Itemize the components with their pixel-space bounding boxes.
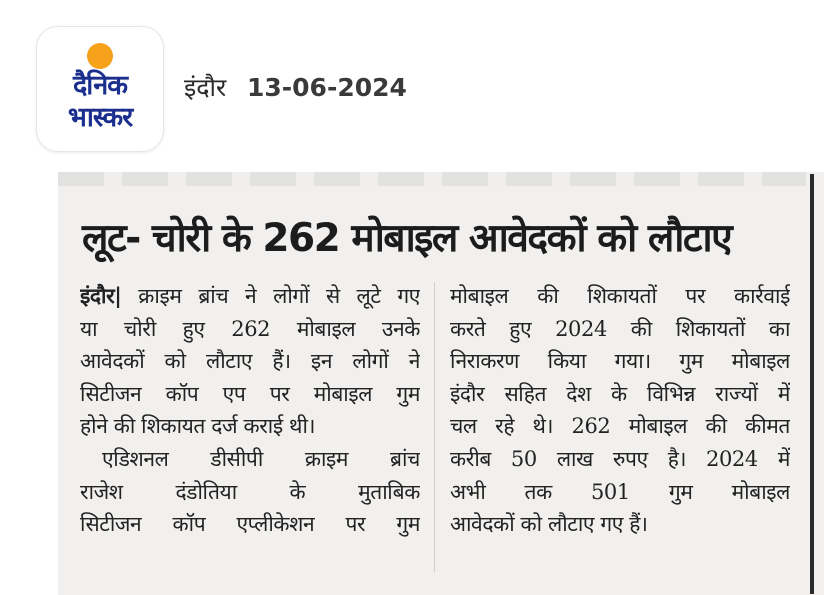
edition-date: 13-06-2024 — [246, 73, 407, 102]
article-column-2 — [450, 280, 790, 541]
article-line: अभी तक 501 गुम मोबाइल — [450, 479, 790, 504]
article-line: इंदौर सहित देश के विभिन्न राज्यों में — [450, 381, 790, 406]
dateline: इंदौर| — [80, 283, 122, 308]
article-line: एडिशनल डीसीपी क्राइम ब्रांच — [102, 446, 420, 471]
article-line: आवेदकों को लौटाए गए हैं। — [450, 512, 648, 537]
article-line: करते हुए 2024 की शिकायतों का — [450, 316, 790, 341]
article-line: आवेदकों को लौटाए हैं। इन लोगों ने — [80, 349, 420, 374]
edition-city: इंदौर — [184, 73, 227, 102]
article-line: सिटीजन कॉप एप पर मोबाइल गुम — [80, 381, 420, 406]
edition-header — [184, 70, 407, 104]
article-headline: लूट- चोरी के 262 मोबाइल आवेदकों को लौटाए — [82, 216, 732, 261]
article-line: मोबाइल की शिकायतों पर कार्रवाई — [450, 284, 790, 308]
article-column-1 — [80, 280, 420, 541]
article-line: करीब 50 लाख रुपए है। 2024 में — [450, 446, 790, 471]
column-rule — [810, 174, 814, 594]
article-line: सिटीजन कॉप एप्लीकेशन पर गुम — [80, 512, 420, 537]
article-line: राजेश दंडोतिया के मुताबिक — [80, 479, 420, 504]
news-clipping — [58, 172, 824, 595]
logo-text-line2: भास्कर — [67, 102, 133, 133]
column-divider — [434, 282, 435, 572]
article-line: या चोरी हुए 262 मोबाइल उनके — [80, 316, 420, 341]
faded-text-strip — [58, 172, 806, 186]
article-line: निराकरण किया गया। गुम मोबाइल — [450, 349, 790, 374]
sun-icon — [87, 43, 113, 69]
app-logo — [36, 26, 164, 152]
article-line: होने की शिकायत दर्ज कराई थी। — [80, 414, 316, 439]
logo-text-line1: दैनिक — [72, 70, 128, 101]
article-line: चल रहे थे। 262 मोबाइल की कीमत — [450, 414, 790, 439]
article-line: इंदौर| क्राइम ब्रांच ने लोगों से लूटे गए — [80, 283, 420, 308]
